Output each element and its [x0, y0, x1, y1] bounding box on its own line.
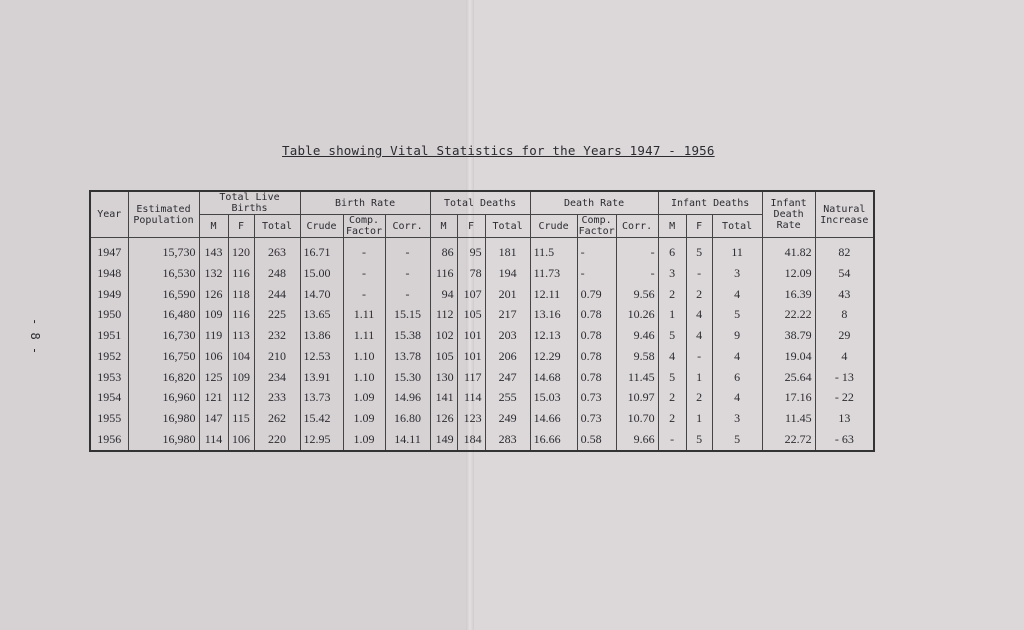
table-cell: 12.53	[300, 346, 343, 367]
header-natural-increase: Natural Increase	[815, 191, 874, 238]
table-cell: 233	[254, 388, 300, 409]
table-cell: -	[385, 238, 430, 264]
table-cell: 22.72	[762, 429, 815, 451]
table-cell: 15,730	[128, 238, 199, 264]
table-cell: - 22	[815, 388, 874, 409]
table-cell: 11	[712, 238, 762, 264]
table-cell: 117	[457, 367, 485, 388]
header-infant-death-rate: Infant Death Rate	[762, 191, 815, 238]
table-cell: 1955	[90, 408, 128, 429]
table-cell: 14.68	[530, 367, 577, 388]
header-death-corr: Corr.	[616, 215, 658, 238]
table-cell: 232	[254, 325, 300, 346]
table-cell: 16,590	[128, 284, 199, 305]
table-cell: -	[577, 263, 616, 284]
table-cell: 10.26	[616, 305, 658, 326]
table-cell: 107	[457, 284, 485, 305]
table-cell: 105	[430, 346, 457, 367]
table-cell: 2	[686, 284, 712, 305]
table-cell: 0.73	[577, 408, 616, 429]
table-cell: 116	[228, 263, 254, 284]
table-cell: 11.45	[616, 367, 658, 388]
table-cell: 118	[228, 284, 254, 305]
table-cell: 126	[199, 284, 228, 305]
table-cell: 16,530	[128, 263, 199, 284]
table-cell: 14.11	[385, 429, 430, 451]
table-cell: 0.78	[577, 367, 616, 388]
table-cell: 105	[457, 305, 485, 326]
table-cell: 15.00	[300, 263, 343, 284]
table-cell: 25.64	[762, 367, 815, 388]
table-cell: 13	[815, 408, 874, 429]
table-cell: 5	[712, 305, 762, 326]
vital-statistics-table	[89, 190, 875, 452]
table-row	[90, 238, 874, 264]
table-cell: - 63	[815, 429, 874, 451]
table-row	[90, 325, 874, 346]
table-cell: 248	[254, 263, 300, 284]
table-cell: 1953	[90, 367, 128, 388]
table-cell: 220	[254, 429, 300, 451]
table-cell: 249	[485, 408, 530, 429]
table-cell: 5	[658, 325, 686, 346]
header-total-deaths: Total Deaths	[430, 191, 530, 215]
table-cell: 12.29	[530, 346, 577, 367]
table-row	[90, 346, 874, 367]
table-cell: 112	[228, 388, 254, 409]
table-cell: 13.73	[300, 388, 343, 409]
header-birth-crude: Crude	[300, 215, 343, 238]
table-cell: 147	[199, 408, 228, 429]
table-cell: 2	[658, 408, 686, 429]
table-cell: 263	[254, 238, 300, 264]
table-cell: 82	[815, 238, 874, 264]
table-cell: 95	[457, 238, 485, 264]
table-cell: 9.58	[616, 346, 658, 367]
table-cell: 14.66	[530, 408, 577, 429]
table-cell: 1.10	[343, 367, 385, 388]
table-cell: 2	[686, 388, 712, 409]
table-body	[90, 238, 874, 452]
table-cell: -	[616, 263, 658, 284]
table-cell: 12.09	[762, 263, 815, 284]
header-birth-comp-factor: Comp. Factor	[343, 215, 385, 238]
table-row	[90, 305, 874, 326]
table-cell: 4	[712, 346, 762, 367]
table-cell: 181	[485, 238, 530, 264]
table-cell: 1952	[90, 346, 128, 367]
table-cell: 2	[658, 284, 686, 305]
table-cell: 4	[815, 346, 874, 367]
table-cell: 0.73	[577, 388, 616, 409]
table-cell: 17.16	[762, 388, 815, 409]
table-cell: 5	[658, 367, 686, 388]
table-cell: 15.15	[385, 305, 430, 326]
table-cell: 141	[430, 388, 457, 409]
table-cell: 78	[457, 263, 485, 284]
table-cell: 1	[686, 408, 712, 429]
table-cell: 206	[485, 346, 530, 367]
table-cell: 14.70	[300, 284, 343, 305]
table-cell: 4	[658, 346, 686, 367]
table-cell: 114	[457, 388, 485, 409]
table-cell: - 13	[815, 367, 874, 388]
table-cell: 9.56	[616, 284, 658, 305]
table-header	[90, 191, 874, 238]
header-births-f: F	[228, 215, 254, 238]
table-cell: 5	[686, 429, 712, 451]
table-cell: 15.42	[300, 408, 343, 429]
table-cell: 29	[815, 325, 874, 346]
table-cell: 16,730	[128, 325, 199, 346]
table-cell: 11.5	[530, 238, 577, 264]
table-cell: 119	[199, 325, 228, 346]
table-cell: 0.78	[577, 346, 616, 367]
table-cell: 255	[485, 388, 530, 409]
table-cell: 13.16	[530, 305, 577, 326]
table-cell: 4	[712, 284, 762, 305]
table-cell: 13.78	[385, 346, 430, 367]
table-cell: 15.38	[385, 325, 430, 346]
table-cell: 9	[712, 325, 762, 346]
table-cell: 3	[712, 408, 762, 429]
table-cell: -	[385, 263, 430, 284]
table-cell: 16.39	[762, 284, 815, 305]
table-cell: 116	[228, 305, 254, 326]
table-cell: 3	[712, 263, 762, 284]
table-cell: 13.86	[300, 325, 343, 346]
table-cell: 6	[712, 367, 762, 388]
table-cell: 16,750	[128, 346, 199, 367]
table-cell: 9.46	[616, 325, 658, 346]
header-deaths-m: M	[430, 215, 457, 238]
table-cell: 16,980	[128, 408, 199, 429]
header-infant-f: F	[686, 215, 712, 238]
table-cell: 120	[228, 238, 254, 264]
table-cell: 19.04	[762, 346, 815, 367]
table-cell: 11.73	[530, 263, 577, 284]
table-cell: 15.03	[530, 388, 577, 409]
table-cell: 94	[430, 284, 457, 305]
table-row	[90, 263, 874, 284]
table-cell: 54	[815, 263, 874, 284]
table-cell: 210	[254, 346, 300, 367]
table-cell: 4	[686, 305, 712, 326]
table-cell: 0.79	[577, 284, 616, 305]
table-cell: 143	[199, 238, 228, 264]
table-cell: 1948	[90, 263, 128, 284]
table-cell: 1.11	[343, 325, 385, 346]
table-cell: 203	[485, 325, 530, 346]
table-cell: 12.11	[530, 284, 577, 305]
table-row	[90, 408, 874, 429]
table-cell: 1956	[90, 429, 128, 451]
table-cell: 12.95	[300, 429, 343, 451]
table-cell: 132	[199, 263, 228, 284]
table-cell: 106	[228, 429, 254, 451]
header-infant-total: Total	[712, 215, 762, 238]
table-cell: 4	[686, 325, 712, 346]
table-cell: 9.66	[616, 429, 658, 451]
table-cell: 262	[254, 408, 300, 429]
table-cell: 4	[712, 388, 762, 409]
table-cell: 113	[228, 325, 254, 346]
table-cell: 1954	[90, 388, 128, 409]
table-cell: 114	[199, 429, 228, 451]
header-death-comp-factor: Comp. Factor	[578, 215, 615, 237]
header-deaths-f: F	[457, 215, 485, 238]
table-cell: 16,820	[128, 367, 199, 388]
table-cell: -	[343, 263, 385, 284]
table-cell: 10.70	[616, 408, 658, 429]
table-cell: 1951	[90, 325, 128, 346]
table-cell: 244	[254, 284, 300, 305]
table-cell: 5	[712, 429, 762, 451]
table-cell: 11.45	[762, 408, 815, 429]
table-cell: 115	[228, 408, 254, 429]
header-death-rate: Death Rate	[530, 191, 658, 215]
table-cell: 1.10	[343, 346, 385, 367]
table-cell: 126	[430, 408, 457, 429]
table-row	[90, 388, 874, 409]
table-cell: 3	[658, 263, 686, 284]
page-title: Table showing Vital Statistics for the Years 1947 - 1956	[282, 143, 715, 158]
table-cell: 184	[457, 429, 485, 451]
header-estimated-population: Estimated Population	[128, 191, 199, 238]
table-cell: 15.30	[385, 367, 430, 388]
table-cell: 201	[485, 284, 530, 305]
table-row	[90, 429, 874, 451]
table-cell: 104	[228, 346, 254, 367]
table-cell: 149	[430, 429, 457, 451]
header-year: Year	[90, 191, 128, 238]
table-cell: 109	[228, 367, 254, 388]
header-birth-rate: Birth Rate	[300, 191, 430, 215]
table-cell: 1	[686, 367, 712, 388]
table-cell: -	[343, 284, 385, 305]
table-cell: 121	[199, 388, 228, 409]
table-cell: 1	[658, 305, 686, 326]
table-cell: -	[385, 284, 430, 305]
table-cell: 2	[658, 388, 686, 409]
table-cell: 12.13	[530, 325, 577, 346]
table-cell: 1.11	[343, 305, 385, 326]
header-infant-deaths: Infant Deaths	[658, 191, 762, 215]
table-cell: 5	[686, 238, 712, 264]
table-cell: 14.96	[385, 388, 430, 409]
table-cell: 0.78	[577, 325, 616, 346]
table-cell: 101	[457, 346, 485, 367]
table-cell: 41.82	[762, 238, 815, 264]
table-cell: 16,480	[128, 305, 199, 326]
header-infant-m: M	[658, 215, 686, 238]
table-cell: 0.58	[577, 429, 616, 451]
table-cell: 112	[430, 305, 457, 326]
page-number: - 8 -	[28, 318, 42, 355]
table-cell: 86	[430, 238, 457, 264]
table-cell: 234	[254, 367, 300, 388]
table-cell: 6	[658, 238, 686, 264]
table-cell: 125	[199, 367, 228, 388]
table-cell: 16.80	[385, 408, 430, 429]
table-cell: 283	[485, 429, 530, 451]
table-cell: 10.97	[616, 388, 658, 409]
table-cell: -	[686, 346, 712, 367]
table-cell: -	[658, 429, 686, 451]
table-cell: 102	[430, 325, 457, 346]
table-cell: 247	[485, 367, 530, 388]
header-birth-corr: Corr.	[385, 215, 430, 238]
header-births-m: M	[199, 215, 228, 238]
table-cell: 1949	[90, 284, 128, 305]
table-cell: -	[577, 238, 616, 264]
header-total-live-births: Total Live Births	[199, 191, 300, 215]
table-cell: 106	[199, 346, 228, 367]
table-cell: 0.78	[577, 305, 616, 326]
table-cell: 123	[457, 408, 485, 429]
table-cell: 1947	[90, 238, 128, 264]
table-cell: -	[616, 238, 658, 264]
table-cell: 1.09	[343, 388, 385, 409]
table-cell: 38.79	[762, 325, 815, 346]
table-cell: 1.09	[343, 408, 385, 429]
table-row	[90, 367, 874, 388]
table-cell: 16.66	[530, 429, 577, 451]
header-deaths-total: Total	[485, 215, 530, 238]
table-cell: 225	[254, 305, 300, 326]
table-cell: 116	[430, 263, 457, 284]
table-cell: 16,960	[128, 388, 199, 409]
table-cell: 8	[815, 305, 874, 326]
table-cell: 194	[485, 263, 530, 284]
table-row	[90, 284, 874, 305]
table-cell: 13.91	[300, 367, 343, 388]
header-death-crude: Crude	[530, 215, 577, 238]
table-cell: -	[686, 263, 712, 284]
table-cell: 109	[199, 305, 228, 326]
table-cell: 16,980	[128, 429, 199, 451]
table-cell: 1950	[90, 305, 128, 326]
table-cell: 43	[815, 284, 874, 305]
table-cell: 1.09	[343, 429, 385, 451]
table-cell: 130	[430, 367, 457, 388]
table-cell: 16.71	[300, 238, 343, 264]
table-cell: 13.65	[300, 305, 343, 326]
header-births-total: Total	[254, 215, 300, 238]
table-cell: 22.22	[762, 305, 815, 326]
table-cell: 217	[485, 305, 530, 326]
table-cell: -	[343, 238, 385, 264]
table-cell: 101	[457, 325, 485, 346]
